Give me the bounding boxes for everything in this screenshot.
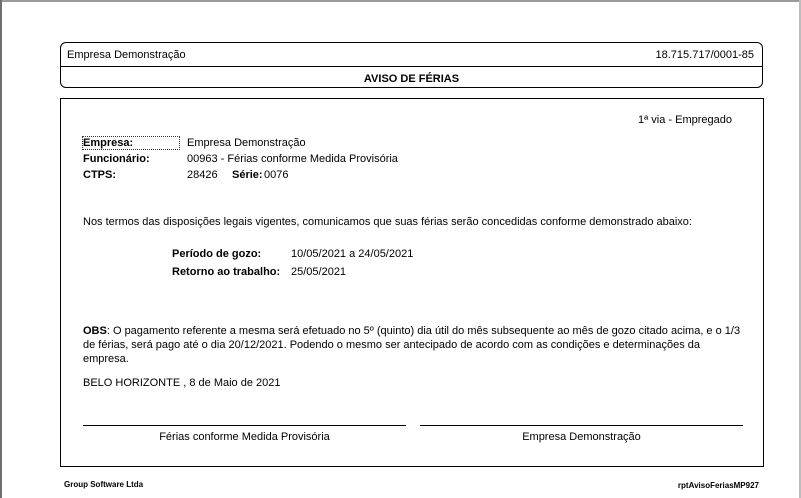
notice-body: [60, 98, 764, 467]
ctps-value: 28426: [187, 169, 218, 181]
report-header: [60, 42, 763, 88]
periodo-gozo-label: Período de gozo:: [172, 248, 262, 260]
header-company-name: Empresa Demonstração: [67, 49, 186, 61]
empresa-label[interactable]: Empresa:: [83, 137, 179, 149]
window-top-border: [0, 0, 801, 2]
window-left-border: [0, 0, 2, 498]
signature-company-name: Empresa Demonstração: [522, 431, 641, 443]
obs-text: : O pagamento referente a mesma será efetuado no 5º (quinto) dia útil do mês subsequente ao mês de gozo citado acima, e o 1/3 de férias, será pago até o dia 20/12/2021. Podendo o mesmo ser antecipado de acordo com as condições e determinações da empresa.: [83, 325, 741, 365]
obs-paragraph: [83, 324, 745, 366]
obs-label: OBS: [83, 325, 107, 337]
signature-line-employee: [83, 425, 406, 426]
ctps-label: CTPS:: [83, 169, 116, 181]
serie-value: 0076: [264, 169, 289, 181]
signature-line-company: [420, 425, 743, 426]
place-date: BELO HORIZONTE , 8 de Maio de 2021: [83, 377, 281, 389]
header-cnpj: 18.715.717/0001-85: [655, 49, 754, 61]
intro-text: Nos termos das disposições legais vigentes, comunicamos que suas férias serão concedidas conforme demonstrado abaixo:: [83, 216, 692, 228]
signature-employee-name: Férias conforme Medida Provisória: [159, 431, 330, 443]
retorno-label: Retorno ao trabalho:: [172, 266, 281, 278]
header-company-row: [61, 43, 762, 67]
periodo-gozo-value: 10/05/2021 a 24/05/2021: [291, 248, 414, 260]
retorno-value: 25/05/2021: [291, 266, 347, 278]
funcionario-value: 00963 - Férias conforme Medida Provisória: [187, 153, 398, 165]
footer-report-id: rptAvisoFeriasMP927: [677, 481, 759, 490]
funcionario-label: Funcionário:: [83, 153, 150, 165]
empresa-value: Empresa Demonstração: [187, 137, 306, 149]
footer-software: Group Software Ltda: [64, 480, 144, 489]
copy-indicator: 1ª via - Empregado: [638, 114, 732, 126]
serie-label: Série:: [232, 169, 263, 181]
document-title: AVISO DE FÉRIAS: [363, 73, 460, 85]
